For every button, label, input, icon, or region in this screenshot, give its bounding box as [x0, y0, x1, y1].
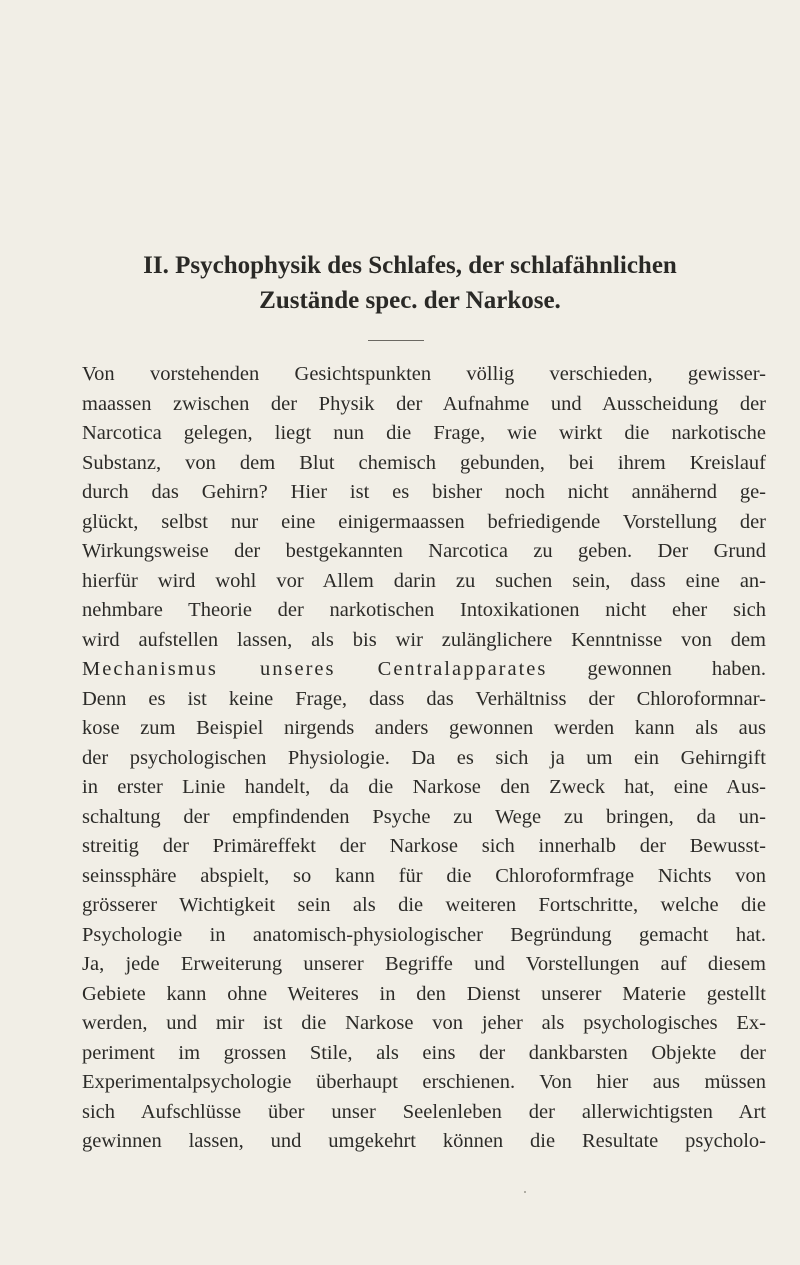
text-line: glückt, selbst nur eine einigermaassen befriedigende Vorstellung der: [82, 510, 766, 533]
spaced-emphasis: Mechanismus unseres Centralapparates: [82, 658, 548, 680]
text-line: Ja, jede Erweiterung unserer Begriffe und Vorstellungen auf diesem: [82, 953, 766, 975]
text-line: durch das Gehirn? Hier ist es bisher noch nicht annähernd ge-: [82, 481, 766, 503]
text-line: maassen zwischen der Physik der Aufnahme und Ausscheidung der: [82, 392, 766, 415]
text-line: periment im grossen Stile, als eins der dankbarsten Objekte der: [82, 1041, 766, 1064]
chapter-heading-line-1: II. Psychophysik des Schlafes, der schlafähnlichen: [143, 252, 677, 279]
text-line-spaced: [82, 655, 766, 685]
text-line: der psychologischen Physiologie. Da es sich ja um ein Gehirngift: [82, 746, 766, 769]
text-line: streitig der Primäreffekt der Narkose sich innerhalb der Bewusst-: [82, 835, 766, 857]
text-line: hierfür wird wohl vor Allem darin zu suchen sein, dass eine an-: [82, 569, 766, 592]
text-line: Substanz, von dem Blut chemisch gebunden, bei ihrem Kreislauf: [82, 451, 766, 474]
text-line: nehmbare Theorie der narkotischen Intoxikationen nicht eher sich: [82, 599, 766, 621]
text-line: gewinnen lassen, und umgekehrt können die Resultate psycholo-: [82, 1130, 766, 1152]
body-paragraph: [82, 360, 766, 1157]
text-line: kose zum Beispiel nirgends anders gewonnen werden kann als aus: [82, 717, 766, 739]
text-line: Wirkungsweise der bestgekannten Narcotica zu geben. Der Grund: [82, 540, 766, 562]
text-line: Experimentalpsychologie überhaupt erschienen. Von hier aus müssen: [82, 1071, 766, 1093]
text-line: seinssphäre abspielt, so kann für die Chloroformfrage Nichts von: [82, 864, 766, 887]
text-line: Gebiete kann ohne Weiteres in den Dienst unserer Materie gestellt: [82, 982, 766, 1005]
text-line: wird aufstellen lassen, als bis wir zulänglichere Kenntnisse von dem: [82, 628, 766, 651]
chapter-heading-line-2: Zustände spec. der Narkose.: [259, 287, 561, 314]
chapter-heading: [60, 248, 760, 318]
text-line: sich Aufschlüsse über unser Seelenleben der allerwichtigsten Art: [82, 1100, 766, 1123]
paper-speck: [524, 1191, 526, 1193]
text-line: Narcotica gelegen, liegt nun die Frage, wie wirkt die narkotische: [82, 422, 766, 444]
text-line: werden, und mir ist die Narkose von jeher als psychologisches Ex-: [82, 1012, 766, 1034]
text-line: Von vorstehenden Gesichtspunkten völlig verschieden, gewisser-: [82, 363, 766, 385]
spaced-line-rest: gewonnen haben.: [587, 658, 767, 680]
text-line: in erster Linie handelt, da die Narkose den Zweck hat, eine Aus-: [82, 776, 766, 798]
text-line: Psychologie in anatomisch-physiologischer Begründung gemacht hat.: [82, 923, 766, 946]
text-line: schaltung der empfindenden Psyche zu Wege zu bringen, da un-: [82, 805, 766, 828]
text-line: grösserer Wichtigkeit sein als die weiteren Fortschritte, welche die: [82, 894, 766, 916]
text-line: Denn es ist keine Frage, dass das Verhältniss der Chloroformnar-: [82, 687, 766, 710]
heading-divider: [368, 340, 424, 341]
